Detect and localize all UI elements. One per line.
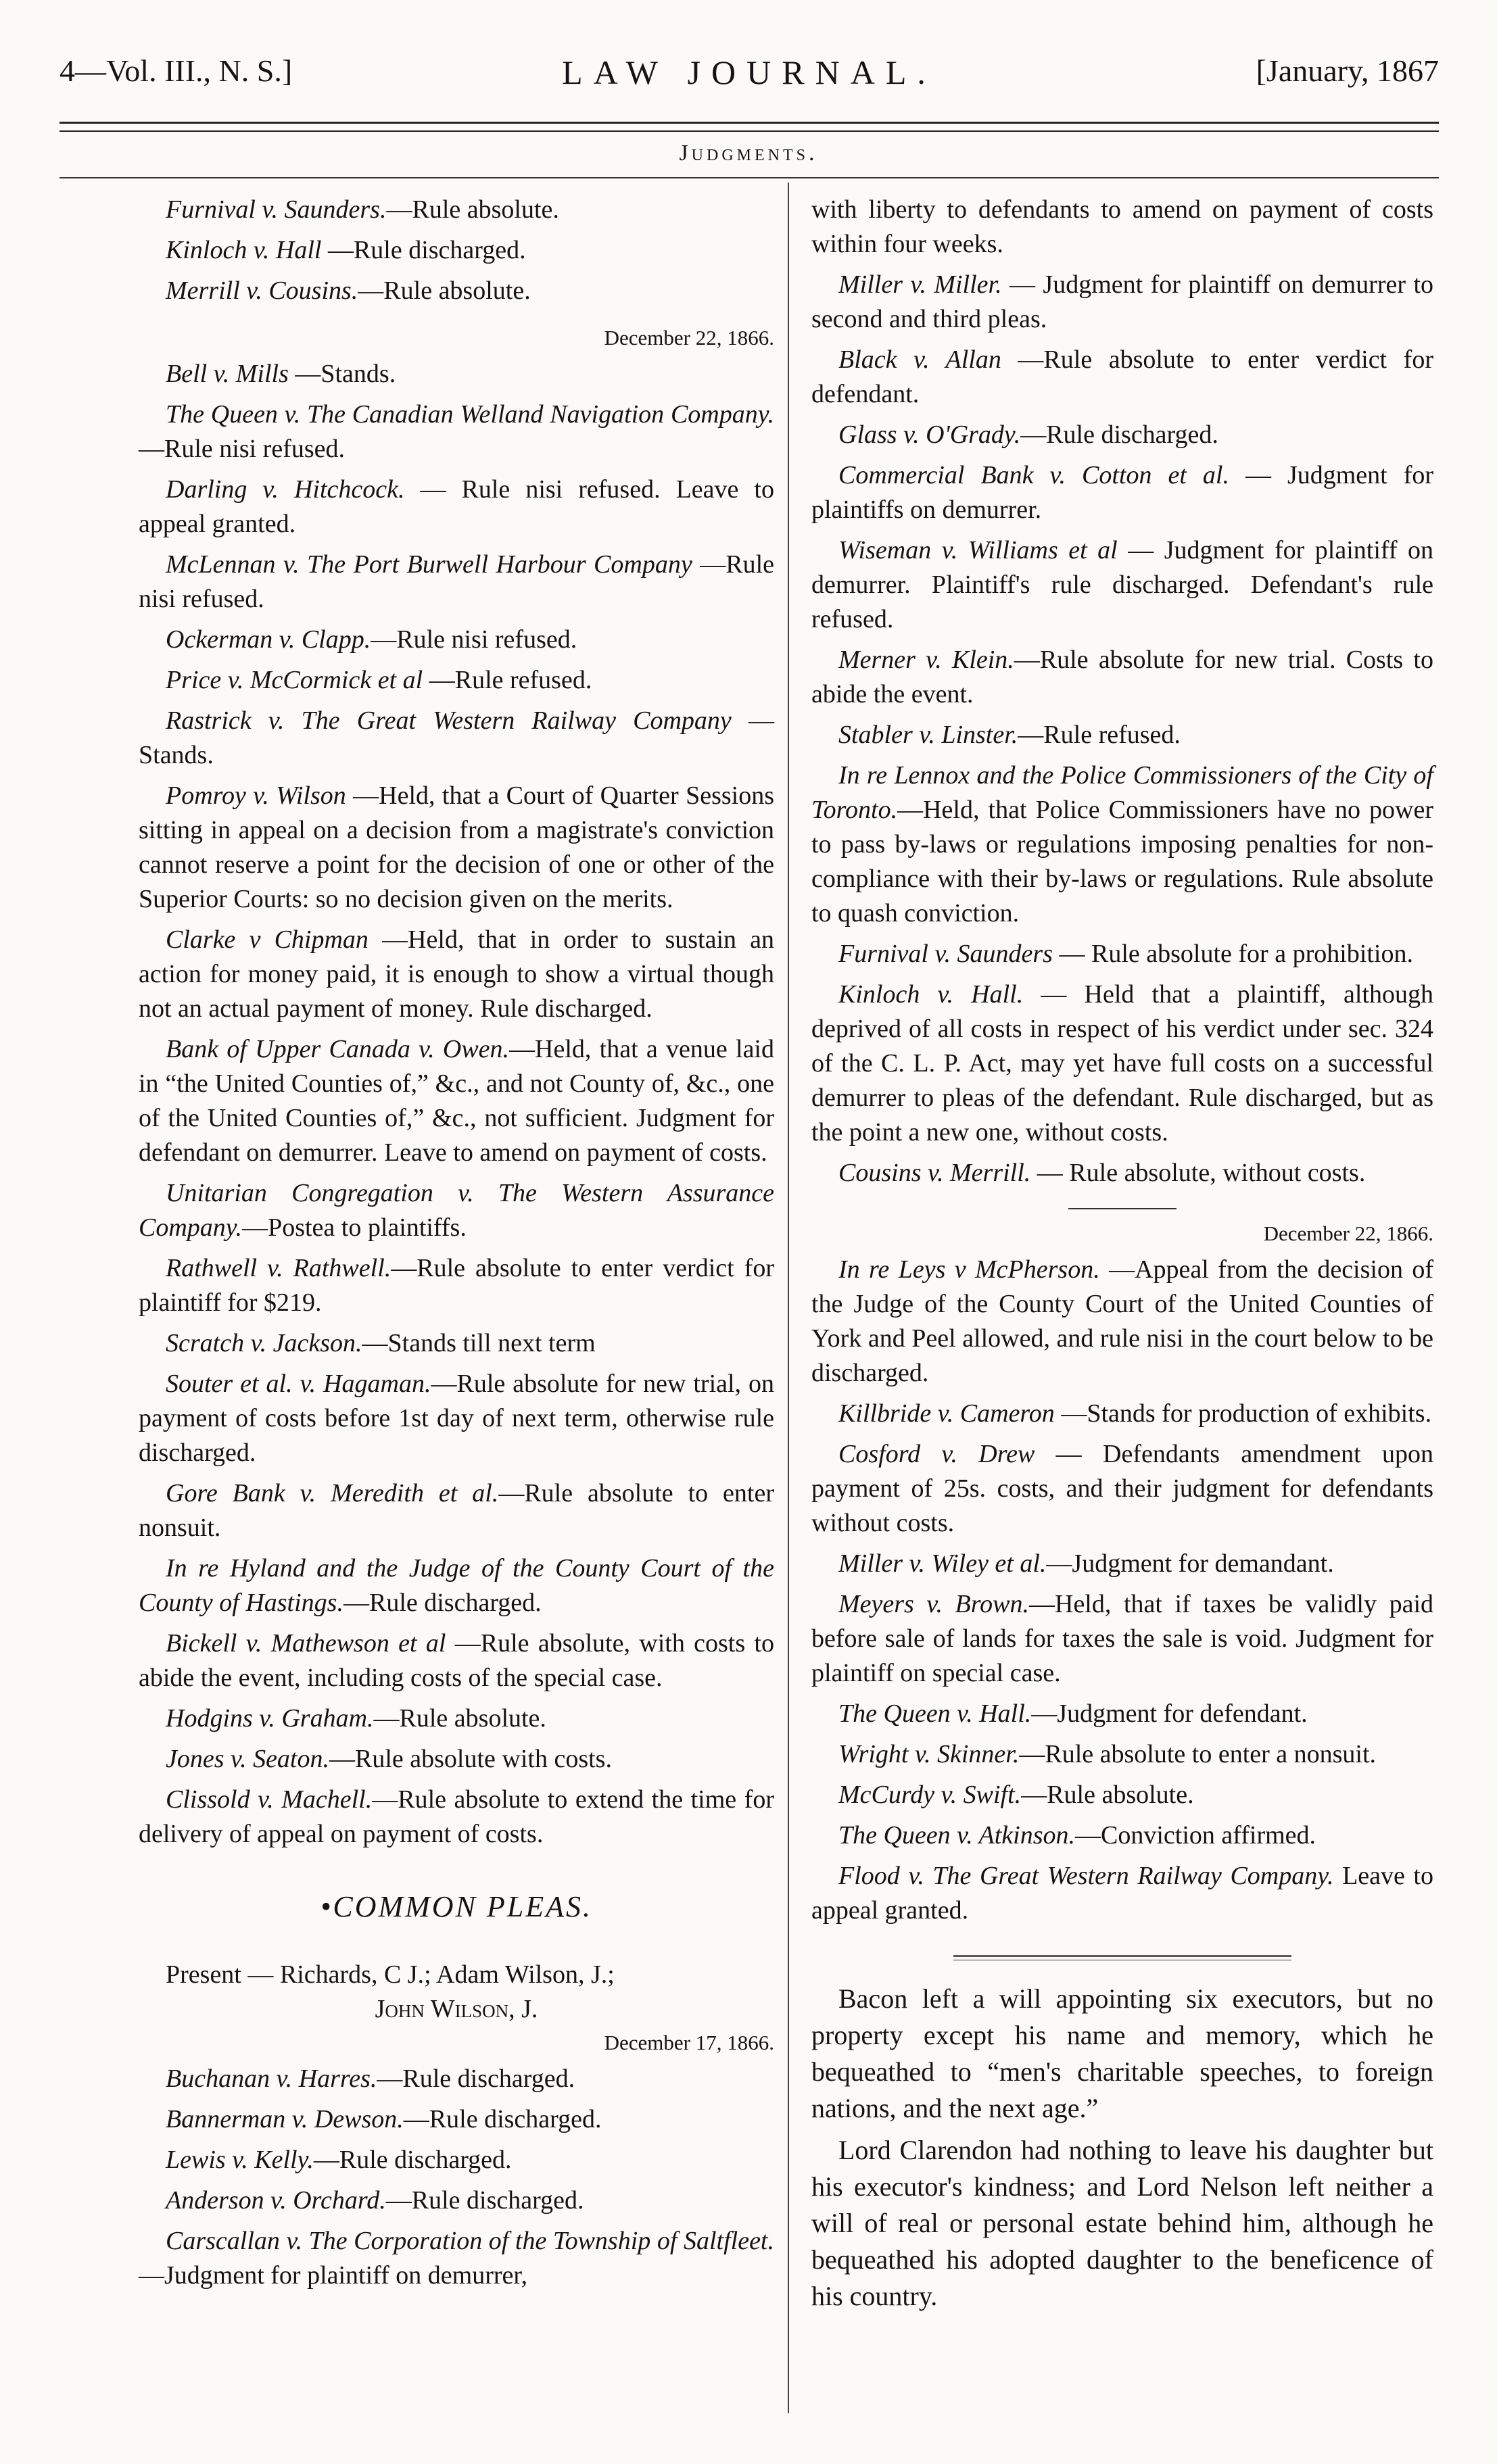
case-name: Darling v. Hitchcock. (166, 475, 405, 504)
case-name: Furnival v. Saunders (838, 940, 1053, 968)
ruling-text: — Judgment for plaintiff on demurrer to second and third pleas. (811, 270, 1434, 333)
column-divider (788, 183, 789, 2413)
case-name: Scratch v. Jackson. (166, 1329, 362, 1357)
judgment-entry (811, 1397, 1433, 1431)
left-column (139, 193, 774, 2299)
volume-label: 4—Vol. III., N. S.] (60, 53, 293, 88)
judgment-entry (139, 1476, 774, 1545)
ruling-text: — Rule absolute for a prohibition. (1052, 940, 1413, 968)
case-name: Cousins v. Merrill. (838, 1159, 1031, 1187)
case-name: Pomroy v. Wilson (166, 781, 346, 810)
judgment-entry (139, 2102, 774, 2137)
judgment-entry (139, 1367, 774, 1470)
judgment-entry (139, 1551, 774, 1620)
case-name: Carscallan v. The Corporation of the Township of Saltfleet. (166, 2227, 774, 2255)
judgment-entry (811, 1778, 1433, 1812)
right-column (811, 193, 1433, 2320)
judgment-entry (139, 2143, 774, 2177)
case-name: Bannerman v. Dewson. (166, 2105, 404, 2133)
ruling-text: —Rule discharged. (1020, 420, 1218, 449)
case-name: Furnival v. Saunders. (166, 195, 387, 224)
ruling-text: —Rule absolute, with costs to abide the event, including costs of the special case. (139, 1629, 774, 1692)
case-name: Black v. Allan (838, 345, 1001, 374)
judgment-entry (139, 2224, 774, 2293)
ruling-text: — Rule absolute, without costs. (1030, 1159, 1366, 1187)
left-entries-c (139, 2062, 774, 2293)
judgment-entry (811, 1547, 1433, 1581)
left-date-a: December 22, 1866. (604, 326, 774, 349)
ruling-text: —Stands till next term (362, 1329, 596, 1357)
judgment-entry (811, 418, 1433, 452)
ruling-text: —Rule refused. (423, 666, 592, 694)
judgment-entry (139, 704, 774, 773)
ruling-text: —Appeal from the decision of the Judge of the County Court of the United Counties of York and Peel allowed, and rule nisi in the court below to be discharged. (811, 1255, 1434, 1387)
case-name: In re Hyland and the Judge of the County Court of the County of Hastings. (139, 1554, 774, 1617)
ruling-text: —Rule absolute. (358, 276, 531, 305)
judgment-entry (139, 779, 774, 917)
case-name: Cosford v. Drew (838, 1440, 1035, 1468)
judgment-entry (139, 2183, 774, 2218)
case-name: The Queen v. Hall. (838, 1699, 1032, 1728)
case-name: Clarke v Chipman (166, 925, 369, 954)
ruling-text: — Judgment for plaintiffs on demurrer. (811, 461, 1434, 524)
ruling-text: —Stands for production of exhibits. (1054, 1399, 1432, 1428)
case-name: In re Leys v McPherson. (838, 1255, 1100, 1284)
judgment-entry (811, 343, 1433, 412)
judgment-entry (811, 937, 1433, 971)
section-title: Judgments. (679, 141, 818, 166)
present-line-2: John Wilson, J. (375, 1995, 538, 2023)
judgment-entry (139, 1176, 774, 1245)
ruling-text: —Held, that in order to sustain an action for money paid, it is enough to show a virtual though not an actual payment of money. Rule discharged. (139, 925, 775, 1023)
present-line-1: Present — Richards, C J.; Adam Wilson, J.; (166, 1960, 615, 1989)
case-name: Kinloch v. Hall. (838, 980, 1024, 1009)
common-pleas-title: COMMON PLEAS. (333, 1890, 593, 1923)
left-date-b: December 17, 1866. (604, 2031, 774, 2054)
case-name: Jones v. Seaton. (166, 1745, 329, 1773)
case-name: Commercial Bank v. Cotton et al. (838, 461, 1229, 489)
ruling-text: —Held, that a venue laid in “the United Counties of,” &c., and not County of, &c., one of the United Counties of,” &c., not sufficient. Judgment for defendant on demurrer. Leave to amend on payment of costs. (139, 1035, 774, 1167)
ruling-text: —Rule discharged. (377, 2064, 575, 2093)
judgment-entry (811, 1818, 1433, 1853)
case-name: Flood v. The Great Western Railway Company. (838, 1862, 1334, 1890)
ruling-text: —Rule absolute to enter a nonsuit. (1019, 1740, 1377, 1768)
ruling-text: —Rule nisi refused. (139, 435, 346, 463)
judgment-entry (139, 1326, 774, 1361)
ruling-text: —Rule discharged. (343, 1589, 542, 1617)
case-name: Miller v. Wiley et al. (838, 1549, 1047, 1578)
ruling-text: —Judgment for defendant. (1031, 1699, 1308, 1728)
judgment-entry (139, 923, 774, 1026)
judgment-entry (811, 758, 1433, 931)
ruling-text: —Rule absolute. (373, 1704, 546, 1733)
ruling-text: —Stands. (139, 706, 775, 769)
ruling-text: —Rule discharged. (403, 2105, 602, 2133)
judgment-entry (139, 1626, 774, 1695)
judgment-entry (139, 233, 774, 268)
judgment-entry (139, 274, 774, 308)
judgment-entry (811, 268, 1433, 337)
judgment-entry (139, 1032, 774, 1170)
continuation-text: with liberty to defendants to amend on payment of costs within four weeks. (811, 195, 1433, 258)
case-name: McLennan v. The Port Burwell Harbour Company (166, 550, 692, 579)
case-name: McCurdy v. Swift. (838, 1781, 1022, 1809)
section-rule (60, 177, 1439, 178)
case-name: Souter et al. v. Hagaman. (166, 1370, 431, 1398)
ruling-text: —Held, that Police Commissioners have no power to pass by-laws or regulations imposing penalties for non-compliance with their by-laws or regulations. Rule absolute to quash conviction. (811, 796, 1433, 927)
judgment-entry (139, 193, 774, 227)
case-name: The Queen v. Atkinson. (838, 1821, 1076, 1850)
judgment-entry (139, 1701, 774, 1736)
case-name: Ockerman v. Clapp. (166, 625, 371, 654)
case-name: Lewis v. Kelly. (166, 2146, 314, 2174)
case-name: Rastrick v. The Great Western Railway Company (166, 706, 732, 735)
right-entries-b (811, 1253, 1433, 1928)
case-name: Clissold v. Machell. (166, 1785, 373, 1814)
judgment-entry (811, 1697, 1433, 1731)
essay-paragraph: Lord Clarendon had nothing to leave his daughter but his executor's kindness; and Lord Nelson left neither a will of real or personal estate behind him, although he bequeathed his adopted daughter to the beneficence of his country. (811, 2135, 1433, 2311)
judgment-entry (811, 1859, 1433, 1928)
case-name: Merrill v. Cousins. (166, 276, 358, 305)
case-name: In re Lennox and the Police Commissioners of the City of Toronto. (811, 761, 1433, 824)
case-name: Merner v. Klein. (838, 646, 1014, 674)
header-rule (60, 122, 1439, 132)
judgment-entry (139, 1783, 774, 1852)
judgment-entry (139, 397, 774, 466)
case-name: The Queen v. The Canadian Welland Navigation Company. (166, 400, 774, 429)
right-entries-a (811, 268, 1433, 1190)
ruling-text: —Rule absolute to enter nonsuit. (139, 1479, 774, 1542)
judgment-entry (811, 977, 1433, 1150)
case-name: Buchanan v. Harres. (166, 2064, 377, 2093)
judgment-entry (811, 1737, 1433, 1772)
case-name: Meyers v. Brown. (838, 1590, 1029, 1618)
journal-title: LAW JOURNAL. (562, 53, 936, 91)
case-name: Unitarian Congregation v. The Western Assurance Company. (139, 1179, 774, 1242)
page-header (60, 53, 1439, 107)
ruling-text: —Rule discharged. (385, 2186, 584, 2215)
ruling-text: —Rule absolute with costs. (329, 1745, 612, 1773)
case-name: Price v. McCormick et al (166, 666, 423, 694)
right-rule-short (1068, 1208, 1177, 1209)
judgment-entry (139, 2062, 774, 2096)
case-name: Miller v. Miller. (838, 270, 1002, 299)
case-name: Stabler v. Linster. (838, 721, 1018, 749)
judgment-entry (811, 643, 1433, 712)
ruling-text: —Rule discharged. (313, 2146, 512, 2174)
ruling-text: —Judgment for demandant. (1046, 1549, 1334, 1578)
ruling-text: —Held, that a Court of Quarter Sessions sitting in appeal on a decision from a magistrate's conviction cannot reserve a point for the decision of one or other of the Superior Courts: so no decision given on the merits. (139, 781, 775, 913)
case-name: Wiseman v. Williams et al (838, 536, 1118, 564)
case-name: Bickell v. Mathewson et al (166, 1629, 446, 1658)
ruling-text: —Rule absolute. (1021, 1781, 1194, 1809)
case-name: Kinloch v. Hall (166, 236, 322, 264)
judgment-entry (811, 533, 1433, 637)
judgment-entry (139, 548, 774, 617)
judgment-entry (811, 1437, 1433, 1541)
case-name: Hodgins v. Graham. (166, 1704, 374, 1733)
ruling-text: —Rule absolute to enter verdict for defendant. (811, 345, 1433, 408)
ruling-text: —Conviction affirmed. (1075, 1821, 1316, 1850)
case-name: Killbride v. Cameron (838, 1399, 1055, 1428)
issue-date: [January, 1867 (1256, 53, 1439, 88)
essay-paragraph: Bacon left a will appointing six executors, but no property except his name and memory, which he bequeathed to “men's charitable speeches, to foreign nations, and the next age.” (811, 1983, 1433, 2123)
case-name: Bell v. Mills (166, 360, 289, 388)
ruling-text: — Rule nisi refused. Leave to appeal granted. (139, 475, 774, 538)
ruling-text: —Rule absolute to enter verdict for plaintiff for $219. (139, 1254, 774, 1317)
ruling-text: —Rule absolute to extend the time for delivery of appeal on payment of costs. (139, 1785, 774, 1848)
ruling-text: —Held, that if taxes be validly paid before sale of lands for taxes the sale is void. Judgment for plaintiff on special case. (811, 1590, 1434, 1687)
judgment-entry (811, 1253, 1433, 1391)
ruling-text: Leave to appeal granted. (811, 1862, 1433, 1925)
case-name: Rathwell v. Rathwell. (166, 1254, 391, 1282)
judgment-entry (139, 357, 774, 391)
ruling-text: —Judgment for plaintiff on demurrer, (139, 2261, 528, 2290)
case-name: Glass v. O'Grady. (838, 420, 1021, 449)
judgment-entry (139, 623, 774, 657)
left-entries-b (139, 357, 774, 1852)
judgment-entry (139, 1251, 774, 1320)
judgment-entry (139, 663, 774, 698)
essay-rule (953, 1955, 1291, 1960)
ruling-text: —Rule nisi refused. (139, 550, 775, 613)
ruling-text: —Rule absolute for new trial. Costs to abide the event. (811, 646, 1433, 708)
ruling-text: —Postea to plaintiffs. (242, 1213, 467, 1242)
judgment-entry (811, 718, 1433, 752)
judgment-entry (139, 1742, 774, 1777)
case-name: Bank of Upper Canada v. Owen. (166, 1035, 510, 1063)
ruling-text: — Judgment for plaintiff on demurrer. Plaintiff's rule discharged. Defendant's rule refused. (811, 536, 1433, 633)
ruling-text: —Rule nisi refused. (371, 625, 577, 654)
essay (811, 1981, 1433, 2315)
judgment-entry (139, 473, 774, 541)
case-name: Wright v. Skinner. (838, 1740, 1020, 1768)
judgment-entry (811, 458, 1433, 527)
ruling-text: — Held that a plaintiff, although deprived of all costs in respect of his verdict under sec. 324 of the C. L. P. Act, may yet have full costs on a successful demurrer to pleas of the defendant. Rule discharged, but as the point a new one, without costs. (811, 980, 1433, 1146)
case-name: Anderson v. Orchard. (166, 2186, 386, 2215)
ruling-text: — Defendants amendment upon payment of 25s. costs, and their judgment for defendants without costs. (811, 1440, 1433, 1537)
right-date-a: December 22, 1866. (1263, 1222, 1433, 1245)
common-pleas-heading: •COMMON PLEAS. (320, 1890, 593, 1923)
ruling-text: —Rule absolute for new trial, on payment of costs before 1st day of next term, otherwise rule discharged. (139, 1370, 775, 1467)
case-name: Gore Bank v. Meredith et al. (166, 1479, 499, 1507)
ruling-text: —Rule discharged. (321, 236, 526, 264)
ruling-text: —Rule absolute. (386, 195, 559, 224)
judgment-entry (811, 1587, 1433, 1691)
ruling-text: —Rule refused. (1018, 721, 1181, 749)
left-entries-a (139, 193, 774, 308)
ruling-text: —Stands. (288, 360, 396, 388)
judgment-entry (811, 1156, 1433, 1190)
